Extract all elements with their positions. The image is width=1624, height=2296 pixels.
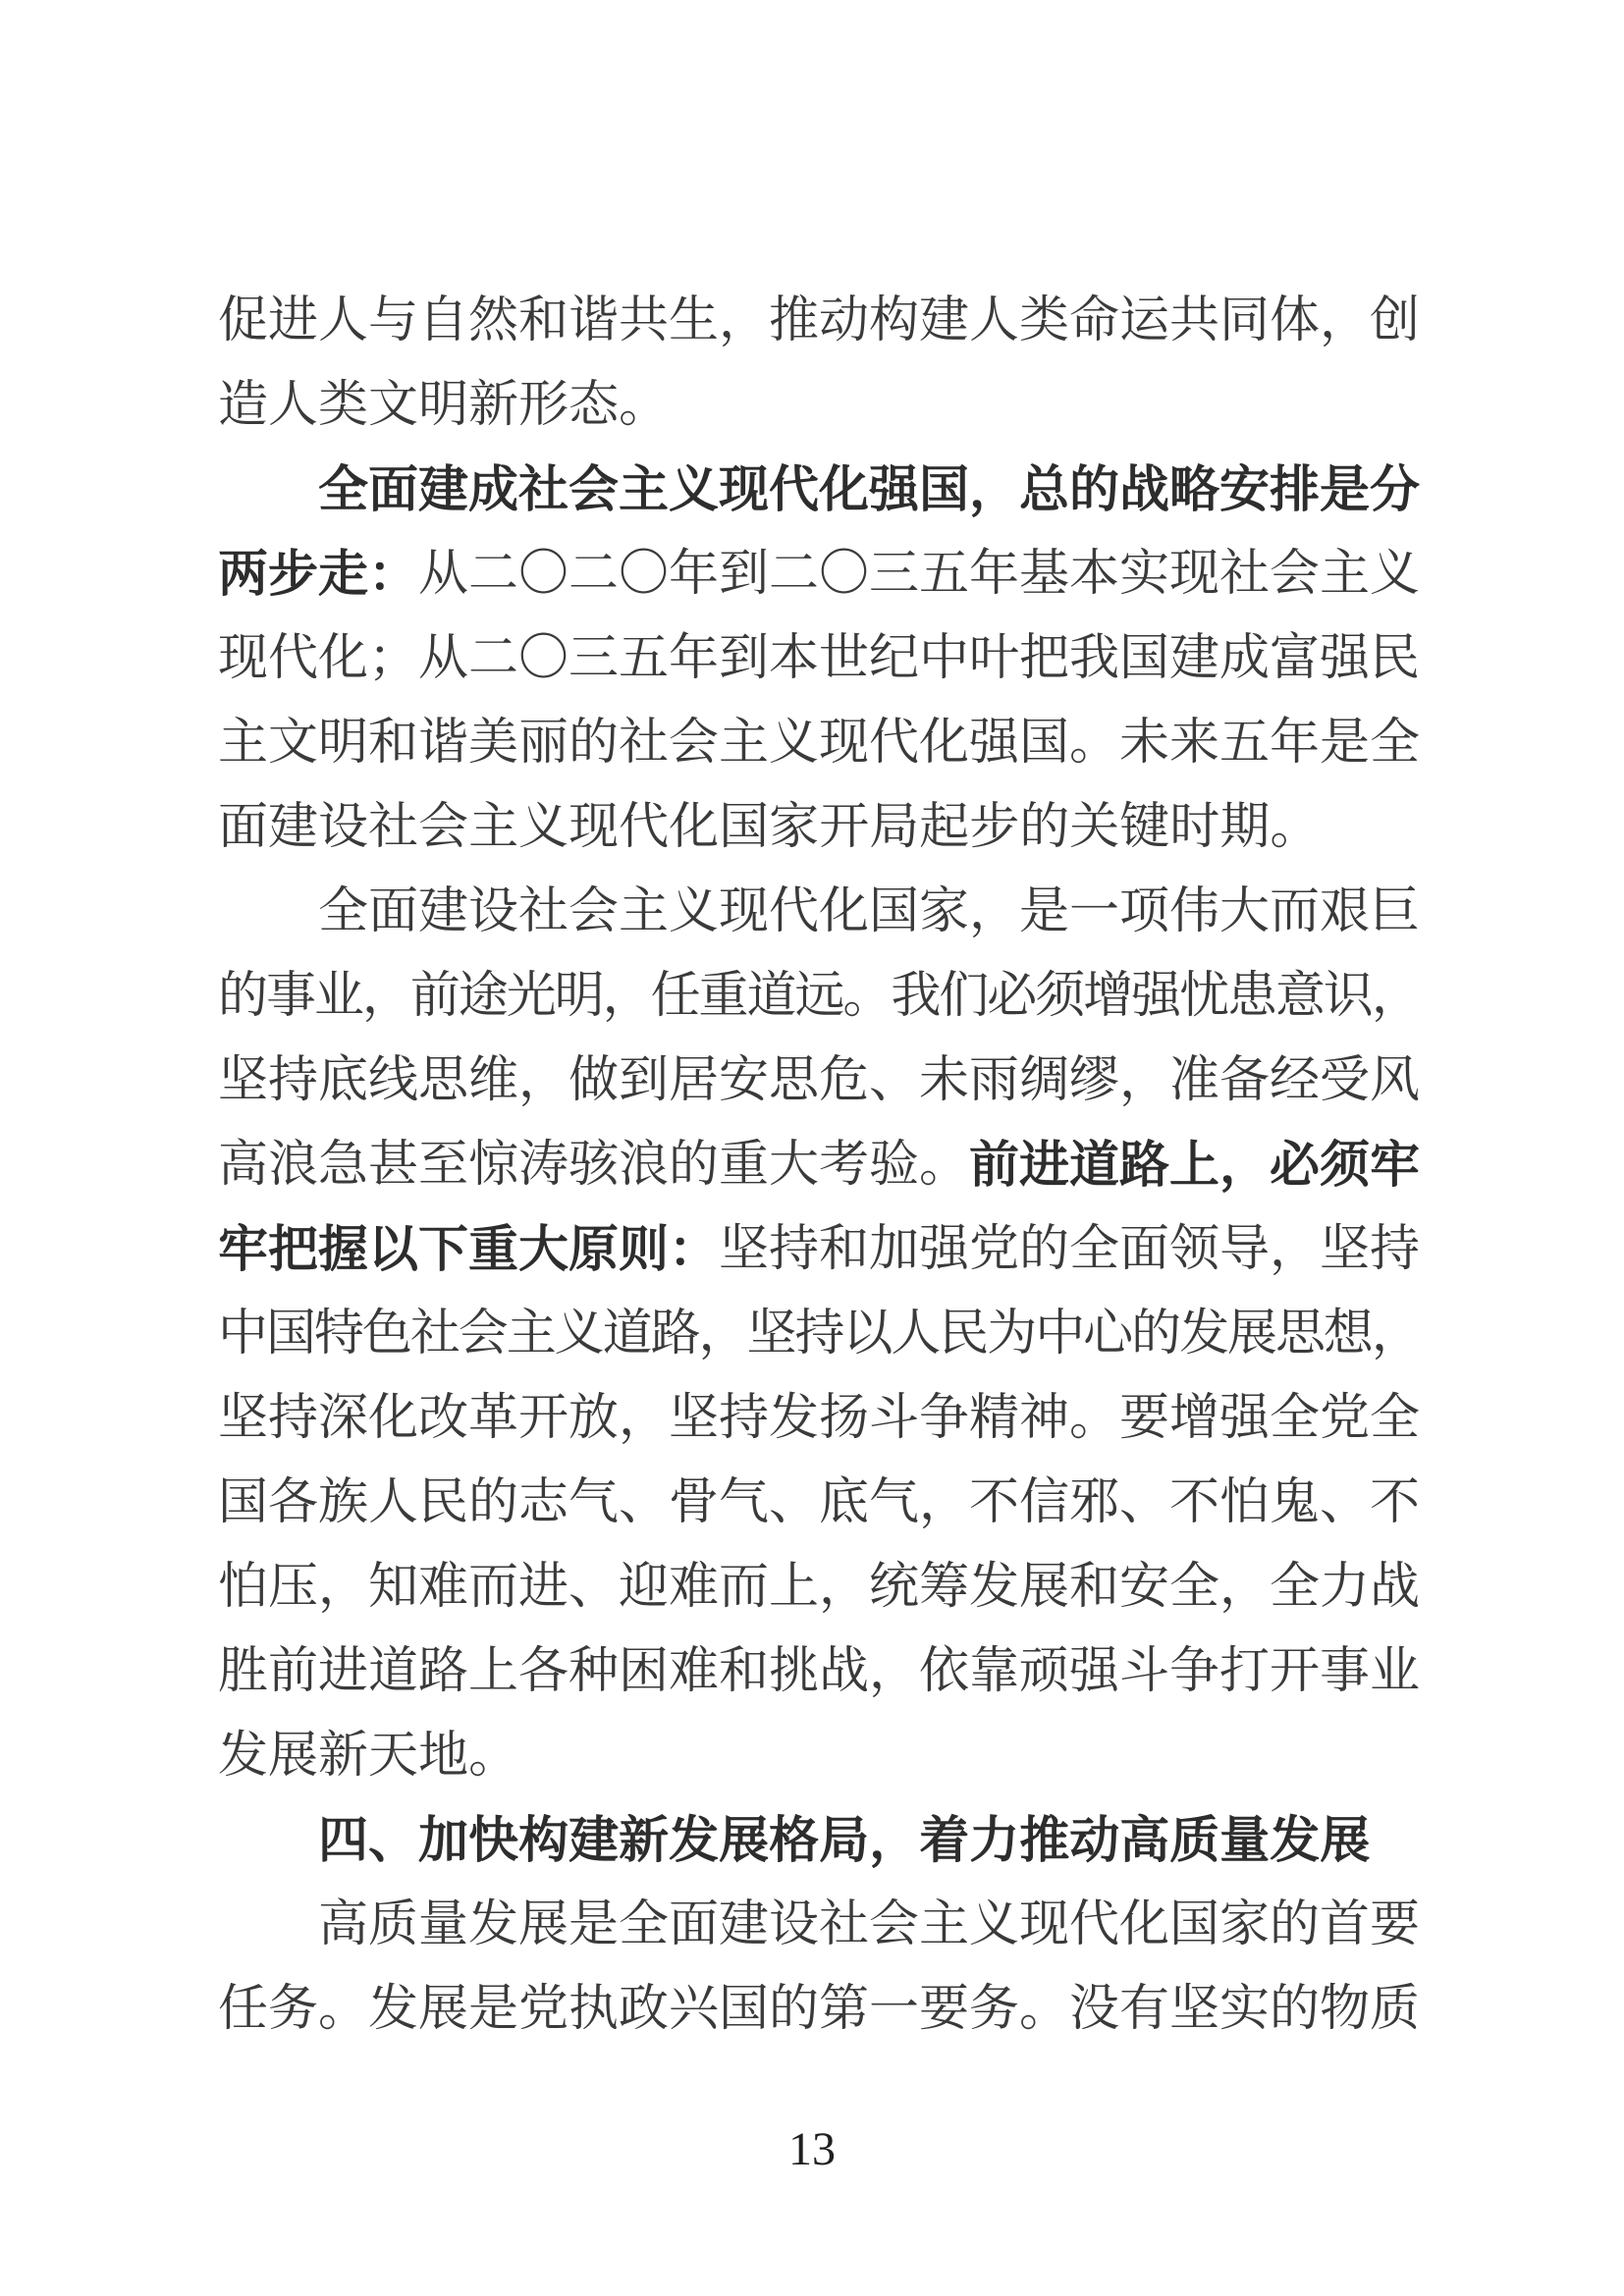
text-line: 的 事 业 ， 前 途 光 明 ， 任 重 道 远 。 我 们 必 须 增 强 忧 患 意 识 ， [218,969,1422,1024]
text-line: 牢 把 握 以 下 重 大 原 则 ： 坚 持 和 加 强 党 的 全 面 领 导 ， 坚 持 [218,1221,1421,1277]
text-line: 主 文 明 和 谐 美 丽 的 社 会 主 义 现 代 化 强 国 。 未 来 五 年 是 全 [218,716,1421,771]
paragraph [218,1883,1420,2052]
text-line: 胜 前 进 道 路 上 各 种 困 难 和 挑 战 ， 依 靠 顽 强 斗 争 打 开 事 业 [218,1644,1421,1699]
text-line: 四 、 加 快 构 建 新 发 展 格 局 ， 着 力 推 动 高 质 量 发 展 [218,1798,1420,1883]
text-line: 坚 持 底 线 思 维 ， 做 到 居 安 思 危 、 未 雨 绸 缪 ， 准 备 经 受 风 [218,1053,1421,1108]
indent-spacer [218,448,318,532]
text-line: 怕 压 ， 知 难 而 进 、 迎 难 而 上 ， 统 筹 发 展 和 安 全 ， 全 力 战 [218,1560,1421,1615]
text-line: 发 展 新 天 地 。 [218,1729,519,1784]
text-block [218,279,1420,2052]
text-line: 促 进 人 与 自 然 和 谐 共 生 ， 推 动 构 建 人 类 命 运 共 同 体 ， 创 [218,294,1421,348]
text-line: 全 面 建 设 社 会 主 义 现 代 化 国 家 ， 是 一 项 伟 大 而 艰 巨 [218,870,1420,954]
indent-spacer [218,1798,318,1883]
text-line: 高 质 量 发 展 是 全 面 建 设 社 会 主 义 现 代 化 国 家 的 首 要 [218,1883,1420,1967]
text-line: 两 步 走 ： 从 二 〇 二 〇 年 到 二 〇 三 五 年 基 本 实 现 社 会 主 义 [218,546,1421,602]
indent-spacer [218,1883,318,1967]
text-line: 高 浪 急 甚 至 惊 涛 骇 浪 的 重 大 考 验 。 前 进 道 路 上 ， 必 须 牢 [218,1137,1421,1193]
indent-spacer [218,870,318,954]
text-line: 面 建 设 社 会 主 义 现 代 化 国 家 开 局 起 步 的 关 键 时 期 。 [218,800,1321,855]
paragraph [218,279,1420,448]
section-heading [218,1798,1420,1883]
text-line: 全 面 建 成 社 会 主 义 现 代 化 强 国 ， 总 的 战 略 安 排 是 分 [218,448,1420,532]
paragraph [218,448,1420,870]
paragraph [218,870,1420,1798]
text-line: 坚 持 深 化 改 革 开 放 ， 坚 持 发 扬 斗 争 精 神 。 要 增 强 全 党 全 [218,1391,1421,1446]
text-line: 造 人 类 文 明 新 形 态 。 [218,378,670,433]
text-line: 任 务 。 发 展 是 党 执 政 兴 国 的 第 一 要 务 。 没 有 坚 实 的 物 质 [218,1982,1421,2037]
text-line: 现 代 化 ； 从 二 〇 三 五 年 到 本 世 纪 中 叶 把 我 国 建 成 富 强 民 [218,631,1421,686]
text-line: 中 国 特 色 社 会 主 义 道 路 ， 坚 持 以 人 民 为 中 心 的 发 展 思 想 ， [218,1307,1422,1362]
page-number: 13 [788,2123,836,2175]
text-line: 国 各 族 人 民 的 志 气 、 骨 气 、 底 气 ， 不 信 邪 、 不 怕 鬼 、 不 [218,1475,1421,1530]
